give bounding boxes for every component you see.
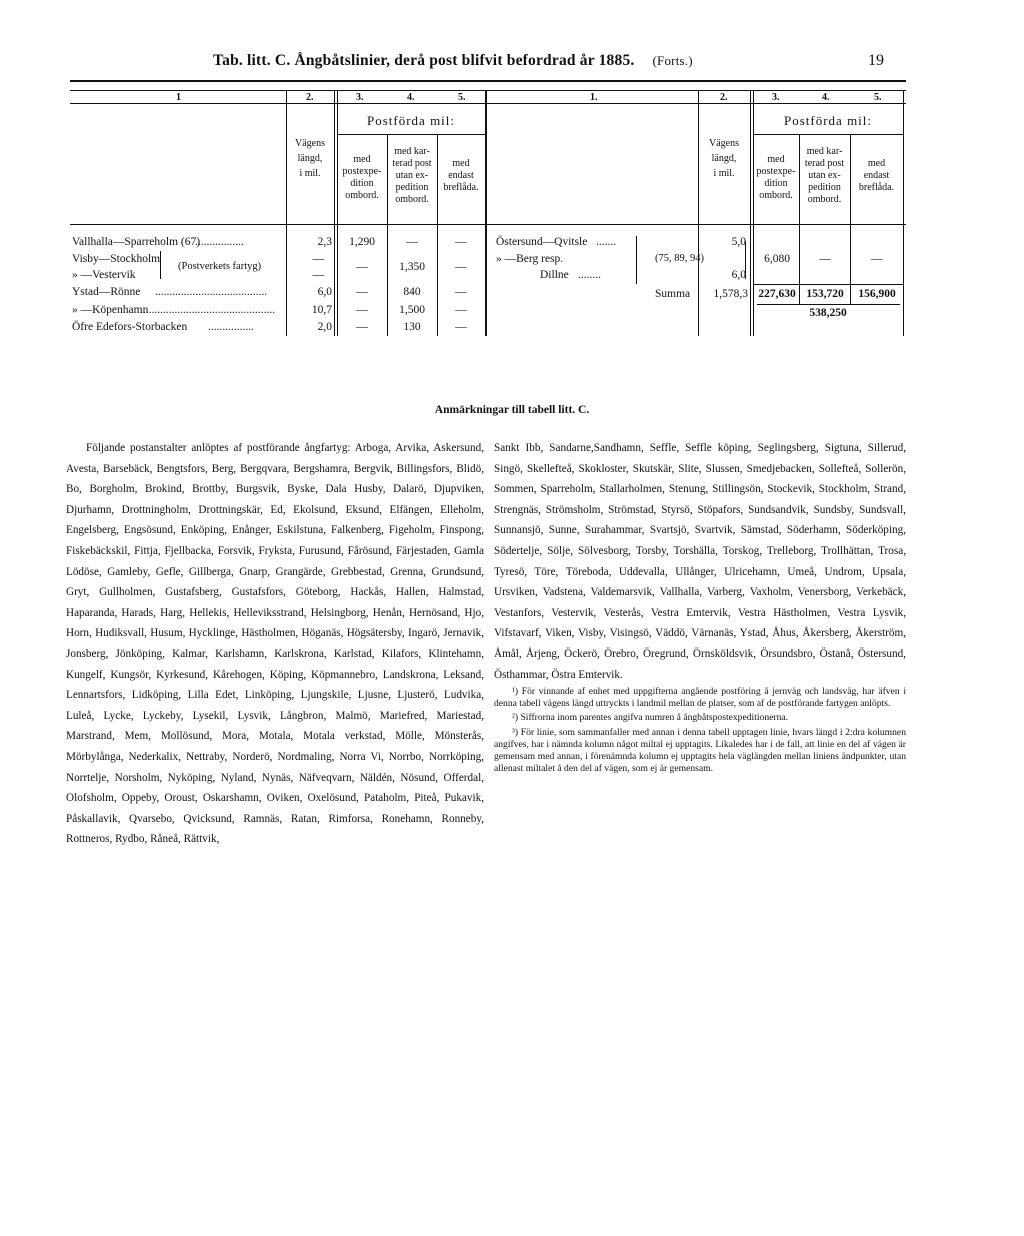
- route-name: Visby—Stockholm: [72, 253, 161, 265]
- col-number: 2.: [720, 92, 728, 103]
- length-value: 6,0: [731, 269, 746, 281]
- c4-value: 130: [403, 321, 421, 333]
- page-number: 19: [868, 52, 884, 69]
- remarks-right-column: [494, 438, 906, 685]
- footnotes: [494, 686, 906, 777]
- col-number: 3.: [772, 92, 780, 103]
- col-rule-center: [485, 90, 487, 336]
- postforda-rule-left: [337, 134, 485, 135]
- header-line: pedition: [395, 182, 429, 193]
- route-name: » —Vestervik: [72, 269, 136, 281]
- header-line: längd,: [711, 153, 737, 164]
- header-line: med: [767, 154, 785, 165]
- header-c5-right: [850, 158, 903, 194]
- grand-total: 538,250: [809, 307, 847, 319]
- route-name: Öfre Edefors-Storbacken: [72, 321, 188, 333]
- route-name: » —Berg resp.: [496, 253, 564, 265]
- header-postforda: Postförda mil:: [366, 113, 456, 128]
- table-colnum-rule-2: [70, 103, 906, 104]
- route-name: Ystad—Rönne: [72, 286, 141, 298]
- footnote: ³) För linie, som sammanfaller med annan i denna tabell upptagen linie, hvars längd i 2:dra kolumnen angifves, har i nämnda kolumn något miltal ej upptagits. Likaledes har i de fall, att linie en del af vägen är gemensam med annan, i förenämnda kolumn ej upptagits hela väglängden mellan liniens ändpunkter, utan allenast miltalet å den del af vägen, som ej är gemensam.: [494, 726, 906, 775]
- header-postforda-right: Postförda mil:: [783, 113, 873, 128]
- length-value: 5,0: [731, 236, 746, 248]
- c5-value: —: [455, 236, 467, 248]
- c5-value: —: [455, 321, 467, 333]
- remarks-right-text: Sankt Ibb, Sandarne,Sandhamn, Seffle, Seffle köping, Seglingsberg, Sigtuna, Sillerud, Singö, Skellefteå, Skokloster, Skutskär, Slite, Slussen, Smedjebacken, Sollefteå, Sollerön, Sommen, Sparreholm, Stallarholmen, Stenung, Stillingsön, Stockevik, Stockholm, Strand, Strengnäs, Strömsholm, Strömstad, Styrsö, Stöpafors, Sundsandvik, Sundsby, Sundsvall, Sunnansjö, Sunne, Surahammar, Svartsjö, Svartvik, Sämstad, Söderhamn, Söderköping, Södertelje, Sölje, Sölvesborg, Torsby, Torshälla, Torskog, Trelleborg, Trollhättan, Trosa, Tyresö, Töre, Töreboda, Uddevalla, Ullånger, Ulricehamn, Umeå, Undrom, Upsala, Ursviken, Vadstena, Valdemarsvik, Vallhalla, Varberg, Vaxholm, Venersborg, Verkebäck, Vestanfors, Vestervik, Vesterås, Vestra Emtervik, Vestra Hästholmen, Vestra Lysvik, Vifstavarf, Viken, Visby, Visingsö, Väddö, Värnanäs, Ystad, Åhus, Åkersberg, Åkerström, Åmål, Årjeng, Öckerö, Örebro, Öregrund, Örnsköldsvik, Örsundsbro, Östanå, Östersund, Östhammar, Östra Emtervik.: [494, 442, 906, 681]
- col-rule: [750, 90, 751, 336]
- summa-c5: 156,900: [858, 288, 896, 300]
- header-line: med: [867, 158, 886, 169]
- header-line: dition: [350, 178, 374, 189]
- header-line: med: [353, 154, 371, 165]
- col-number: 3.: [356, 92, 364, 103]
- length-value: 10,7: [311, 304, 332, 316]
- leader-dots: ........: [578, 269, 601, 281]
- brace: [160, 251, 162, 279]
- route-name: Östersund—Qvitsle: [496, 236, 588, 248]
- length-value: 6,0: [317, 286, 332, 298]
- brace: [745, 241, 747, 279]
- header-line: endast: [448, 170, 474, 181]
- table-top-rule: [70, 80, 906, 82]
- header-c4: [387, 146, 437, 206]
- postforda-rule-right: [753, 134, 903, 135]
- leader-dots: .......................................: [155, 286, 268, 298]
- summa-c3: 227,630: [758, 288, 796, 300]
- header-line: terad post: [392, 158, 432, 169]
- route-name: Vallhalla—Sparreholm (67): [72, 236, 201, 248]
- header-line: ombord.: [807, 194, 842, 205]
- route-name: Dillne: [540, 269, 569, 281]
- col-rule: [286, 90, 287, 336]
- title-text: Tab. litt. C. Ångbåtslinier, derå post blifvit befordrad år 1885.: [213, 52, 635, 69]
- col-rule: [903, 90, 904, 336]
- header-line: utan ex-: [395, 170, 429, 181]
- c5-value: —: [455, 286, 467, 298]
- summa-c4: 153,720: [806, 288, 844, 300]
- c5-value: —: [455, 261, 467, 273]
- summa-rule: [753, 284, 903, 285]
- header-length: [286, 136, 334, 181]
- header-line: ombord.: [345, 190, 379, 201]
- header-line: med kar-: [394, 146, 430, 157]
- c5-value: —: [871, 253, 883, 265]
- leader-dots: ...............................................: [140, 304, 276, 316]
- title-forts: (Forts.): [652, 53, 693, 68]
- c4-value: —: [819, 253, 831, 265]
- header-line: i mil.: [713, 168, 735, 179]
- c4-value: 1,500: [399, 304, 425, 316]
- header-c5: [437, 158, 485, 194]
- length-value: —: [312, 269, 324, 281]
- route-note: (75, 89, 94): [655, 253, 704, 264]
- header-c4-right: [799, 146, 850, 206]
- table-colnum-rule: [70, 90, 906, 91]
- header-c3: [337, 154, 387, 202]
- col-number: 5.: [874, 92, 882, 103]
- postverkets-note: (Postverkets fartyg): [178, 261, 262, 272]
- c3-value: —: [356, 321, 368, 333]
- header-line: ombord.: [395, 194, 429, 205]
- c3-value: 1,290: [349, 236, 375, 248]
- col-number: 4.: [407, 92, 415, 103]
- header-line: med: [452, 158, 470, 169]
- header-c3-right: [753, 154, 799, 202]
- length-value: 2,3: [317, 236, 332, 248]
- header-length-right: [698, 136, 750, 181]
- total-rule: [757, 304, 900, 305]
- header-line: breflåda.: [858, 182, 895, 193]
- remarks-title: Anmärkningar till tabell litt. C.: [434, 404, 590, 416]
- header-line: Vägens: [709, 138, 739, 149]
- col-rule: [334, 90, 335, 336]
- remarks-left-text: Följande postanstalter anlöptes af postförande ångfartyg: Arboga, Arvika, Askersund, Avesta, Barsebäck, Bengtsfors, Berg, Bergqvara, Bergshamra, Bergvik, Billingsfors, Blidö, Bo, Borgholm, Brokind, Brottby, Burgsvik, Byske, Dala Husby, Dalarö, Djupviken, Djurhamn, Drottningholm, Drottningskär, Ed, Ekolsund, Eksund, Elfängen, Elleholm, Engelsberg, Engsösund, Enköping, Enånger, Eskilstuna, Falkenberg, Figeholm, Finspong, Fiskebäckskil, Fittja, Fjellbacka, Forsvik, Fryksta, Furusund, Fårösund, Färjestaden, Gamla Lödöse, Gamleby, Gefle, Gillberga, Gnarp, Grangärde, Grebbestad, Grenna, Grundsund, Gryt, Gullholmen, Gustafsberg, Gustafsfors, Göteborg, Hackås, Hallen, Halmstad, Haparanda, Harads, Harg, Hellekis, Helleviksstrand, Helsingborg, Henån, Hernösand, Hjo, Horn, Hudiksvall, Husum, Hycklinge, Hästholmen, Höganäs, Högsätersby, Ingarö, Jernavik, Jonsberg, Jönköping, Kalmar, Karlshamn, Karlskrona, Karlstad, Kilafors, Klintehamn, Kungelf, Kungsör, Kyrkesund, Kårehogen, Köping, Köpmannebro, Landskrona, Leksand, Lennartsfors, Lidköping, Lilla Edet, Linköping, Ljungskile, Ljusne, Ljusterö, Ludvika, Luleå, Lycke, Lyckeby, Lysekil, Lysvik, Långbron, Malmö, Mariefred, Mariestad, Marstrand, Mem, Mollösund, Mora, Motala, Motala verkstad, Mölle, Mönsterås, Mörbylånga, Nederkalix, Nettraby, Norderö, Nordmaling, Norra Vi, Norrbo, Norrköping, Norrtelje, Norsholm, Nyköping, Nyland, Nynäs, Näfveqvarn, Näldén, Nösund, Offerdal, Olofsholm, Oppeby, Oroust, Oskarshamn, Oviken, Oxelösund, Pataholm, Piteå, Pukavik, Påskallavik, Qvarsebo, Qvicksund, Ramnäs, Ratan, Rimforsa, Ronehamn, Ronneby, Rottneros, Rydbo, Råneå, Rättvik,: [66, 442, 484, 846]
- route-name: » —Köpenhamn: [72, 304, 149, 316]
- summa-length: 1,578,3: [713, 288, 748, 300]
- header-line: med kar-: [806, 146, 843, 157]
- footnote: ²) Siffrorna inom parentes angifva numren å ångbåtspostexpeditionerna.: [512, 712, 789, 724]
- col-number: 1.: [590, 92, 598, 103]
- c4-value: 1,350: [399, 261, 425, 273]
- summa-label: Summa: [655, 288, 691, 300]
- table-header-rule: [70, 224, 906, 225]
- header-line: dition: [764, 178, 788, 189]
- header-line: postexpe-: [756, 166, 796, 177]
- header-line: ombord.: [759, 190, 793, 201]
- col-number: 5.: [458, 92, 466, 103]
- footnote: ¹) För vinnande af enhet med uppgifterna angående postföring å jernväg och landsväg, har äfven i denna tabell vägens längd uttryckts i landmil mellan de platser, som af de postförande fartygen anlöpts.: [494, 686, 906, 710]
- c3-value: 6,080: [764, 253, 790, 265]
- brace: [636, 236, 638, 284]
- header-line: längd,: [297, 153, 323, 164]
- leader-dots: .......: [596, 236, 617, 248]
- c3-value: —: [356, 286, 368, 298]
- remarks-left-column: [66, 438, 484, 850]
- header-line: utan ex-: [808, 170, 841, 181]
- header-line: breflåda.: [443, 182, 479, 193]
- c4-value: —: [406, 236, 418, 248]
- length-value: 2,0: [317, 321, 332, 333]
- header-line: i mil.: [299, 168, 321, 179]
- leader-dots: ................: [208, 321, 254, 333]
- col-number: 4.: [822, 92, 830, 103]
- header-line: Vägens: [295, 138, 325, 149]
- header-line: endast: [863, 170, 890, 181]
- header-line: pedition: [808, 182, 841, 193]
- c3-value: —: [356, 304, 368, 316]
- c5-value: —: [455, 304, 467, 316]
- length-value: —: [312, 253, 324, 265]
- col-rule: [698, 90, 699, 336]
- header-line: postexpe-: [342, 166, 382, 177]
- page-title: [213, 52, 693, 70]
- c3-value: —: [356, 261, 368, 273]
- col-number: 1: [176, 92, 181, 103]
- leader-dots: .................: [195, 236, 244, 248]
- col-number: 2.: [306, 92, 314, 103]
- c4-value: 840: [403, 286, 421, 298]
- header-line: terad post: [804, 158, 845, 169]
